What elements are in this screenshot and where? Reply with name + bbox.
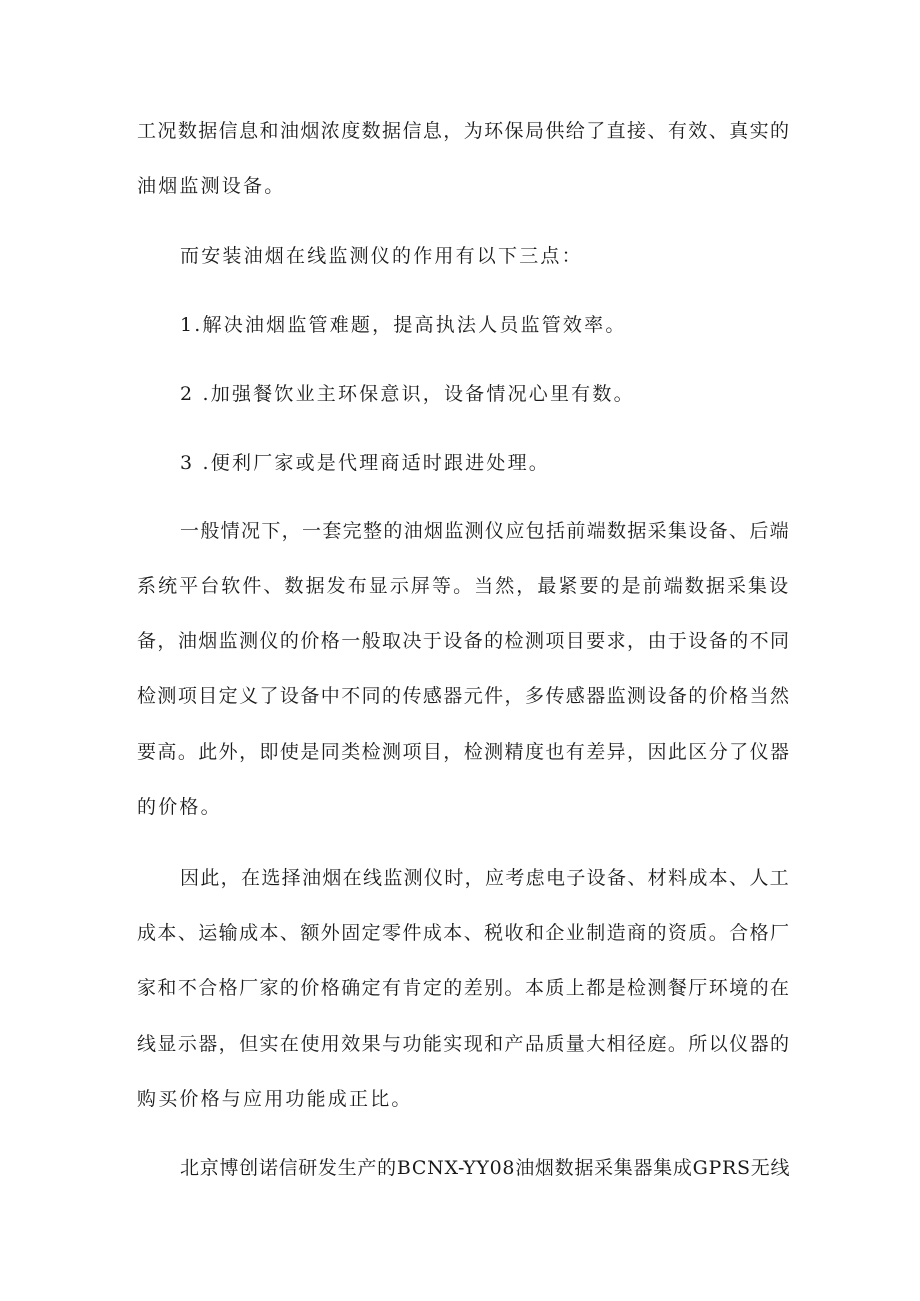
text-line: 而安装油烟在线监测仪的作用有以下三点： — [180, 245, 583, 267]
text-line: 购买价格与应用功能成正比。 — [137, 1088, 413, 1110]
text-line: 检测项目定义了设备中不同的传感器元件，多传感器监测设备的价格当然 — [137, 685, 791, 707]
text-line: 一般情况下，一套完整的油烟监测仪应包括前端数据采集设备、后端 — [180, 520, 791, 542]
text-line: 的价格。 — [137, 796, 222, 818]
list-item: 1.解决油烟监管难题，提高执法人员监管效率。 — [180, 314, 627, 336]
text-line: 北京博创诺信研发生产的BCNX-YY08油烟数据采集器集成GPRS无线 — [180, 1157, 791, 1179]
text-line: 成本、运输成本、额外固定零件成本、税收和企业制造商的资质。合格厂 — [137, 922, 791, 944]
text-line: 油烟监测设备。 — [137, 175, 286, 197]
text-line: 线显示器，但实在使用效果与功能实现和产品质量大相径庭。所以仪器的 — [137, 1033, 791, 1055]
text-line: 要高。此外，即使是同类检测项目，检测精度也有差异，因此区分了仪器 — [137, 741, 791, 763]
list-item: 3 .便利厂家或是代理商适时跟进处理。 — [180, 452, 550, 474]
text-line: 家和不合格厂家的价格确定有肯定的差别。本质上都是检测餐厅环境的在 — [137, 977, 791, 999]
text-line: 系统平台软件、数据发布显示屏等。当然，最紧要的是前端数据采集设 — [137, 575, 791, 597]
list-item: 2 .加强餐饮业主环保意识，设备情况心里有数。 — [180, 383, 635, 405]
text-line: 备，油烟监测仪的价格一般取决于设备的检测项目要求，由于设备的不同 — [137, 630, 791, 652]
text-line: 工况数据信息和油烟浓度数据信息，为环保局供给了直接、有效、真实的 — [137, 120, 791, 142]
text-line: 因此，在选择油烟在线监测仪时，应考虑电子设备、材料成本、人工 — [180, 867, 791, 889]
